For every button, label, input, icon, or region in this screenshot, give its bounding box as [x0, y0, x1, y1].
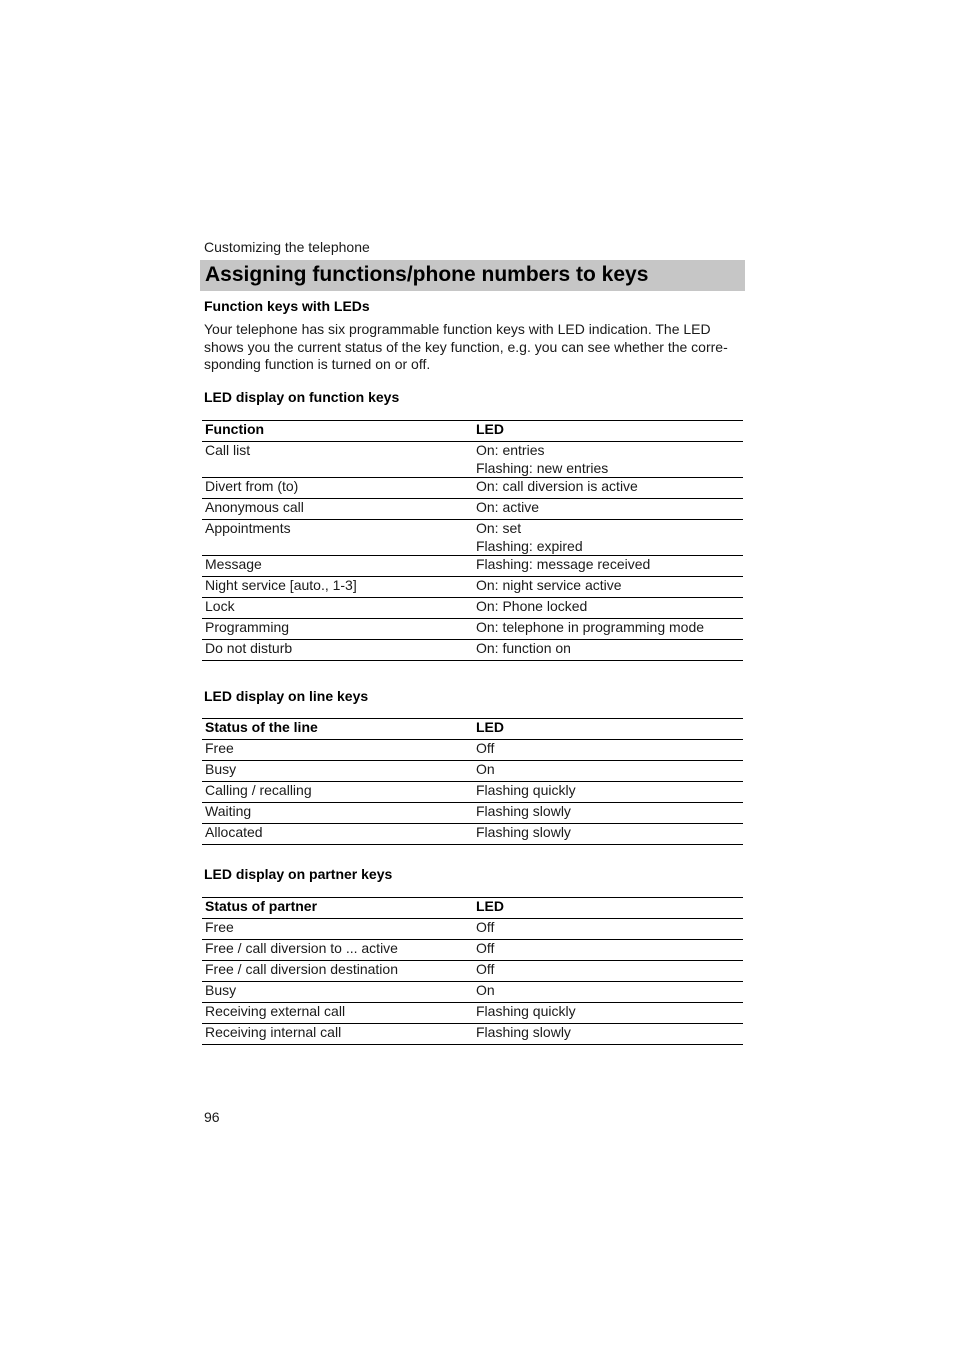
led-state-text: On: function on: [476, 640, 571, 656]
partner-keys-heading: LED display on partner keys: [204, 866, 393, 882]
column-header-status-line: Status of the line: [202, 719, 473, 740]
cell-status: Anonymous call: [202, 499, 473, 520]
table-row: [202, 919, 743, 940]
led-state-text: Flashing quickly: [476, 782, 576, 798]
function-keys-heading: LED display on function keys: [204, 389, 400, 405]
cell-led: [473, 499, 743, 520]
table-row: [202, 1003, 743, 1024]
table-row: [202, 940, 743, 961]
column-header-led: LED: [473, 421, 743, 442]
table-row: [202, 640, 743, 661]
cell-led: [473, 824, 743, 845]
table-row: [202, 761, 743, 782]
cell-status: Free: [202, 740, 473, 761]
led-state-text: On: active: [476, 499, 540, 515]
table-row: [202, 982, 743, 1003]
led-state-text: On: [476, 982, 495, 998]
cell-status: Busy: [202, 761, 473, 782]
led-state-text: Flashing: new entries: [476, 459, 609, 476]
intro-line: Your telephone has six programmable function keys with LED indication. The LED: [204, 321, 711, 337]
cell-led: [473, 640, 743, 661]
cell-led: [473, 442, 743, 478]
cell-led: [473, 803, 743, 824]
led-state-text: On: entries: [476, 442, 545, 458]
table-row: [202, 520, 743, 556]
led-state-text: On: [476, 761, 495, 777]
cell-status: Waiting: [202, 803, 473, 824]
cell-led: [473, 577, 743, 598]
column-header-status-partner: Status of partner: [202, 898, 473, 919]
table-row: [202, 824, 743, 845]
cell-status: Message: [202, 556, 473, 577]
line-keys-heading: LED display on line keys: [204, 688, 369, 704]
table-row: [202, 478, 743, 499]
led-state-text: Off: [476, 740, 495, 756]
table-row: [202, 499, 743, 520]
page-title: Assigning functions/phone numbers to keys: [205, 263, 649, 286]
cell-status: Receiving internal call: [202, 1024, 473, 1045]
cell-led: [473, 919, 743, 940]
led-state-text: On: Phone locked: [476, 598, 588, 614]
cell-status: Free: [202, 919, 473, 940]
title-bar: [200, 260, 745, 291]
led-state-text: On: telephone in programming mode: [476, 619, 705, 635]
column-header-function: Function: [202, 421, 473, 442]
cell-status: Do not disturb: [202, 640, 473, 661]
cell-led: [473, 982, 743, 1003]
cell-led: [473, 598, 743, 619]
cell-led: [473, 619, 743, 640]
cell-led: [473, 961, 743, 982]
led-state-text: On: call diversion is active: [476, 478, 638, 494]
table-row: [202, 961, 743, 982]
led-state-text: Off: [476, 919, 495, 935]
cell-status: Receiving external call: [202, 1003, 473, 1024]
intro-paragraph: [204, 321, 749, 374]
cell-status: Appointments: [202, 520, 473, 556]
function-keys-table: [202, 420, 743, 661]
table-header-row: [202, 898, 743, 919]
line-keys-table: [202, 718, 743, 845]
cell-led: [473, 761, 743, 782]
cell-led: [473, 940, 743, 961]
cell-status: Lock: [202, 598, 473, 619]
led-state-text: Off: [476, 940, 495, 956]
cell-led: [473, 782, 743, 803]
led-state-text: Flashing slowly: [476, 1024, 571, 1040]
cell-status: Divert from (to): [202, 478, 473, 499]
cell-led: [473, 1024, 743, 1045]
table-row: [202, 577, 743, 598]
table-row: [202, 442, 743, 478]
partner-keys-table: [202, 897, 743, 1045]
column-header-led: LED: [473, 719, 743, 740]
led-state-text: Off: [476, 961, 495, 977]
cell-status: Free / call diversion to ... active: [202, 940, 473, 961]
table-row: [202, 782, 743, 803]
section-heading: Function keys with LEDs: [204, 298, 370, 314]
column-header-led: LED: [473, 898, 743, 919]
table-row: [202, 803, 743, 824]
led-state-text: Flashing: expired: [476, 537, 583, 554]
cell-status: Programming: [202, 619, 473, 640]
cell-led: [473, 478, 743, 499]
led-state-text: On: set: [476, 520, 522, 536]
cell-status: Busy: [202, 982, 473, 1003]
led-state-text: On: night service active: [476, 577, 622, 593]
cell-led: [473, 556, 743, 577]
led-state-text: Flashing quickly: [476, 1003, 576, 1019]
cell-status: Allocated: [202, 824, 473, 845]
led-state-text: Flashing: message received: [476, 556, 651, 572]
cell-led: [473, 740, 743, 761]
cell-status: Free / call diversion destination: [202, 961, 473, 982]
cell-status: Call list: [202, 442, 473, 478]
table-row: [202, 1024, 743, 1045]
cell-status: Calling / recalling: [202, 782, 473, 803]
cell-led: [473, 1003, 743, 1024]
table-row: [202, 598, 743, 619]
led-state-text: Flashing slowly: [476, 803, 571, 819]
running-head: Customizing the telephone: [204, 239, 370, 255]
led-state-text: Flashing slowly: [476, 824, 571, 840]
intro-line: shows you the current status of the key function, e.g. you can see whether the corre-: [204, 338, 728, 355]
table-row: [202, 556, 743, 577]
cell-status: Night service [auto., 1-3]: [202, 577, 473, 598]
table-header-row: [202, 719, 743, 740]
intro-line: sponding function is turned on or off.: [204, 356, 431, 372]
table-header-row: [202, 421, 743, 442]
table-row: [202, 619, 743, 640]
cell-led: [473, 520, 743, 556]
page-number: 96: [204, 1109, 220, 1125]
table-row: [202, 740, 743, 761]
